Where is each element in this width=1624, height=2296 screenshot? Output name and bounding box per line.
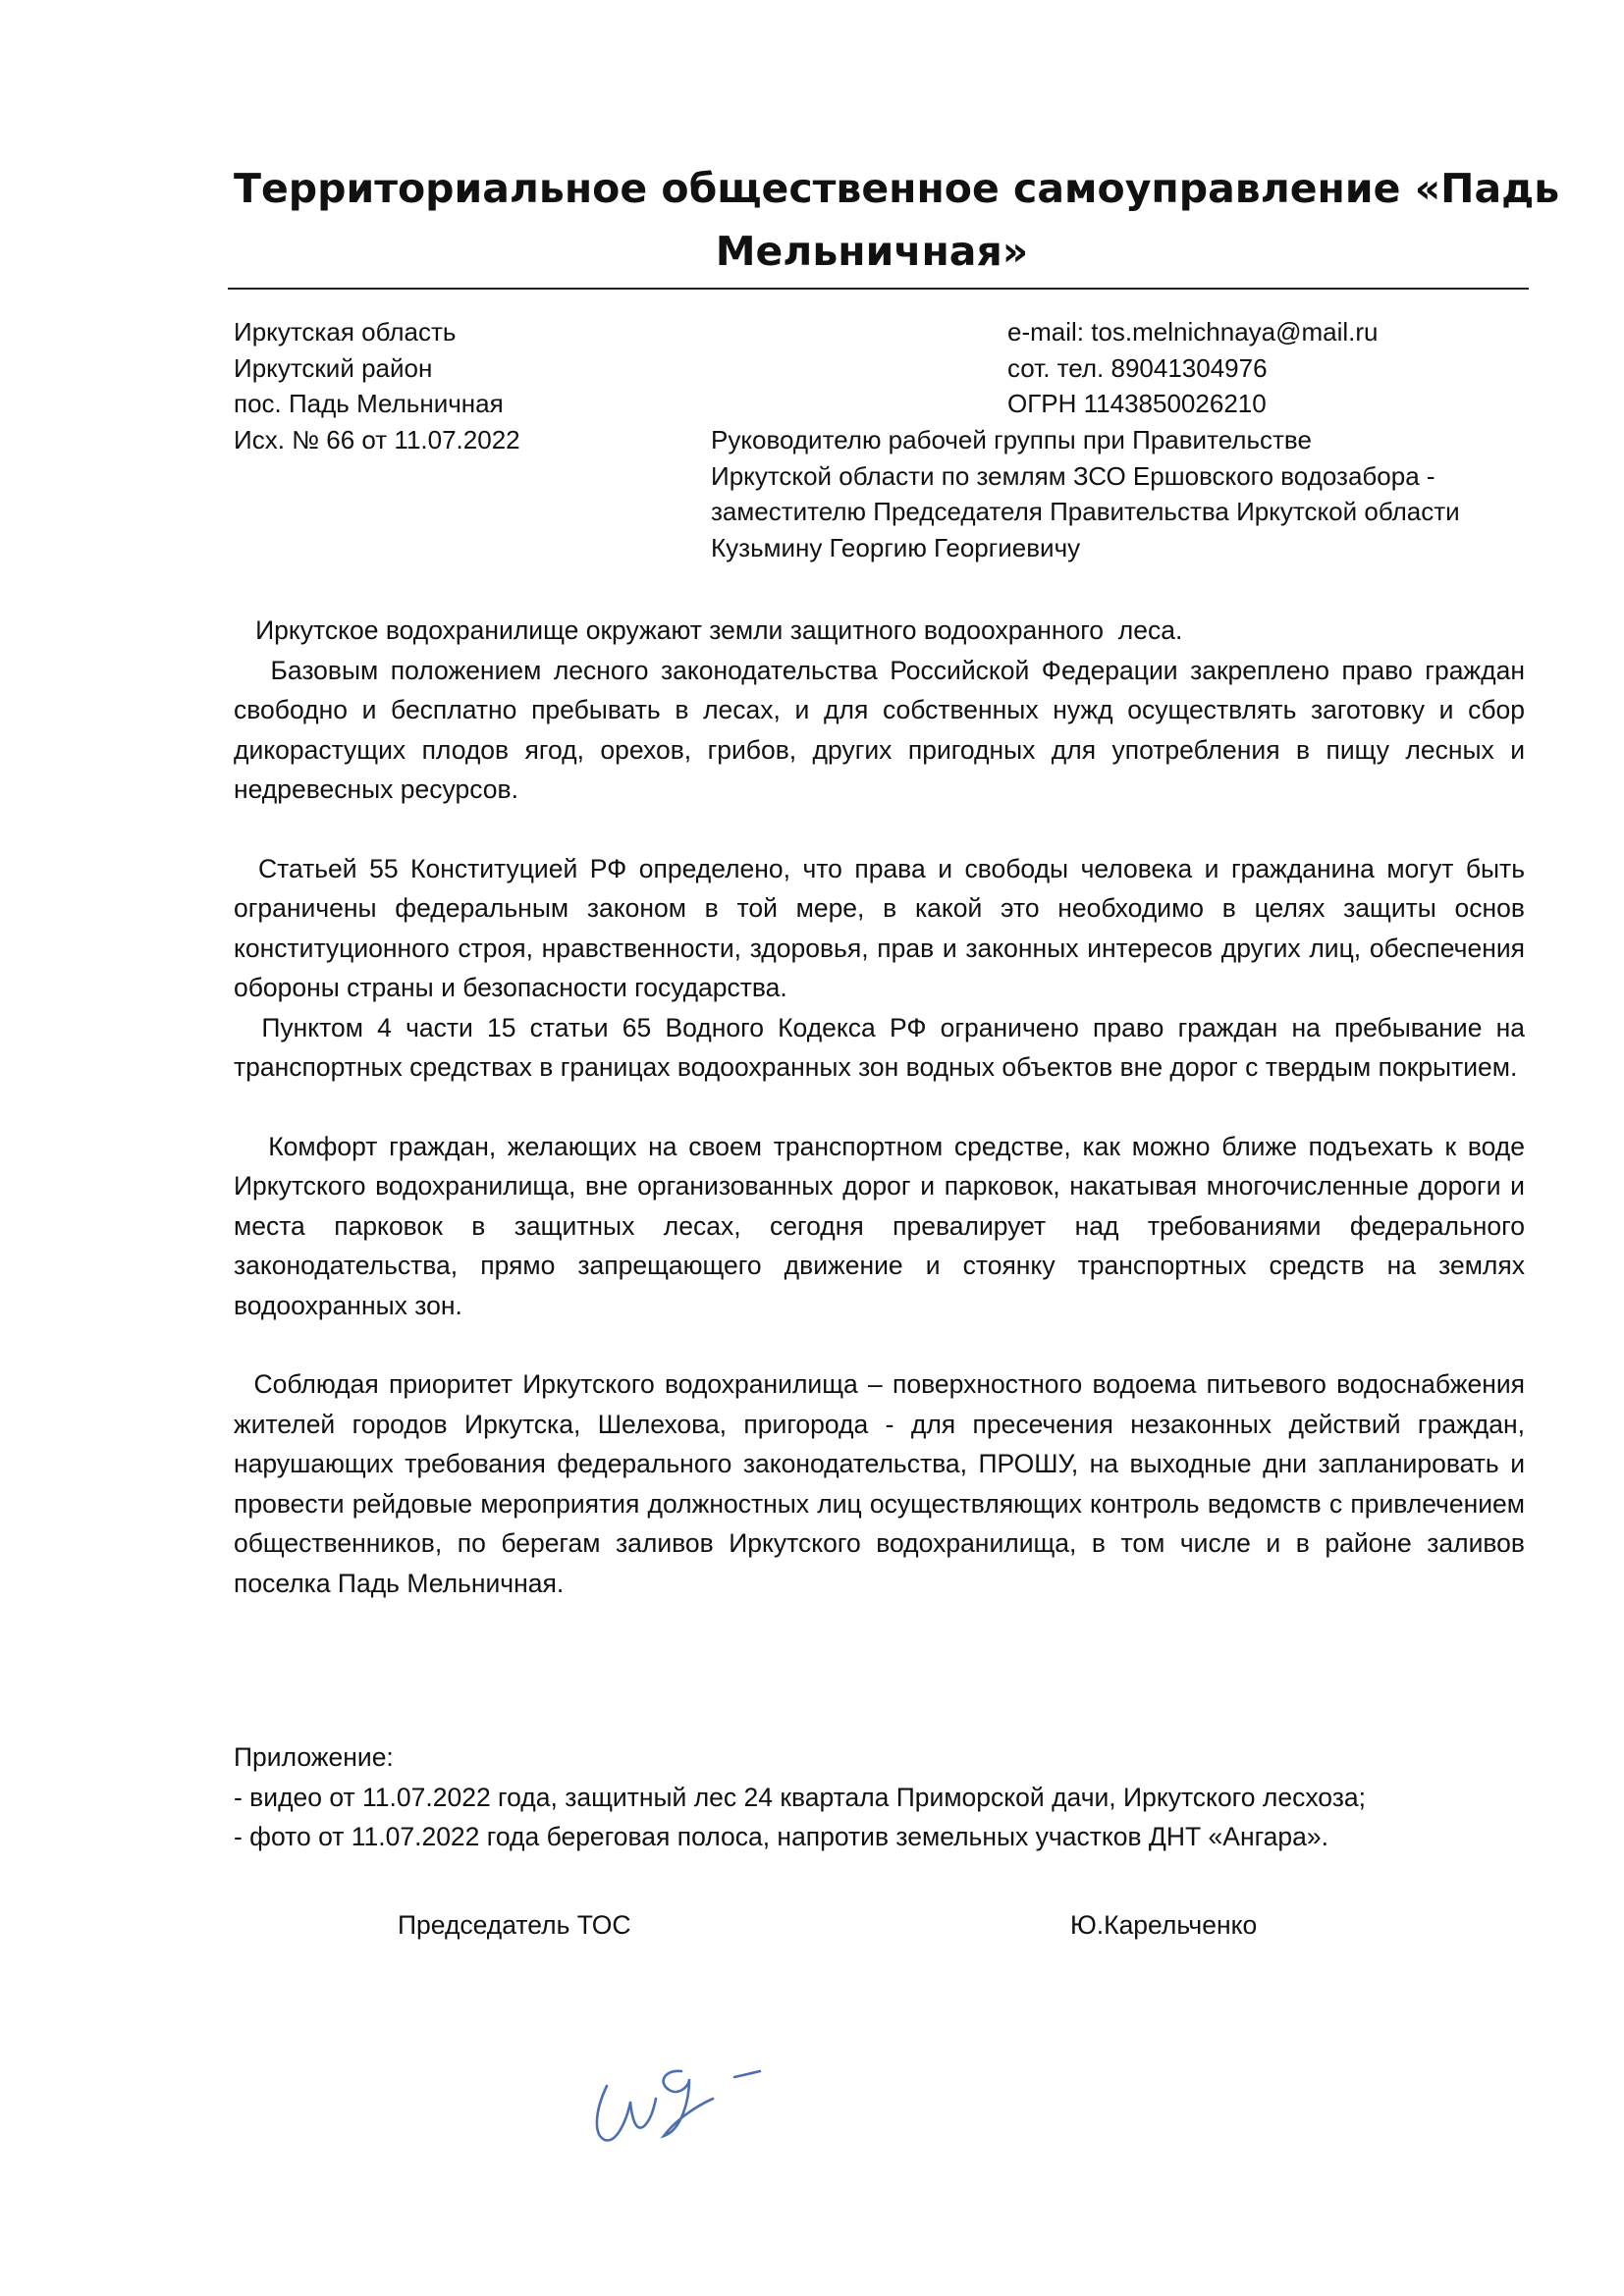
sender-address: [234, 314, 520, 457]
body-paragraph-6: Соблюдая приоритет Иркутского водохранилища – поверхностного водоема питьевого водоснабжения жителей городов Иркутска, Шелехова, пригорода - для пресечения незаконных действий граждан, нарушающих требования федерального законодательства, ПРОШУ, на выходные дни запланировать и провести рейдовые мероприятия должностных лиц осуществляющих контроль ведомств с привлечением общественников, по берегам заливов Иркутского водохранилища, в том числе и в районе заливов поселка Падь Мельничная.: [234, 1369, 1533, 1598]
sender-contacts: [1007, 314, 1379, 422]
contact-email: e-mail: tos.melnichnaya@mail.ru: [1007, 317, 1379, 347]
body-paragraph-2: Базовым положением лесного законодательства Российской Федерации закреплено право граждан свободно и бесплатно пребывать в лесах, и для собственных нужд осуществлять заготовку и сбор дикорастущих плодов ягод, орехов, грибов, других пригодных для употребления в пищу лесных и недревесных ресурсов.: [234, 655, 1533, 804]
contact-ogrn: ОГРН 1143850026210: [1007, 389, 1267, 418]
signature-stroke-2: [630, 2099, 656, 2128]
body-paragraph-4: Пунктом 4 части 15 статьи 65 Водного Кодекса РФ ограничено право граждан на пребывание на транспортных средствах в границах водоохранных зон водных объектов вне дорог с твердым покрытием.: [234, 1012, 1533, 1082]
recipient-line-3: заместителю Председателя Правительства Иркутской области: [711, 497, 1460, 526]
signature-stroke-1: [597, 2086, 630, 2140]
signatory-name: Ю.Карельченко: [1070, 1910, 1258, 1940]
contact-phone: сот. тел. 89041304976: [1007, 352, 1268, 383]
letter-body: [234, 611, 1533, 1603]
body-paragraph-1: Иркутское водохранилище окружают земли защитного водоохранного леса.: [234, 615, 1183, 645]
outgoing-number: Исх. № 66 от 11.07.2022: [234, 424, 520, 454]
address-district: Иркутский район: [234, 352, 433, 383]
recipient-line-1: Руководителю рабочей группы при Правительстве: [711, 425, 1312, 454]
organization-title: [234, 157, 1560, 283]
title-divider: [228, 288, 1529, 290]
title-line-2: Мельничная»: [715, 228, 1029, 275]
recipient-line-4: Кузьмину Георгию Георгиевичу: [711, 532, 1081, 562]
body-paragraph-5: Комфорт граждан, желающих на своем транспортном средстве, как можно ближе подъехать к воде Иркутского водохранилища, вне организованных дорог и парковок, накатывая многочисленные дороги и места парковок в защитных лесах, сегодня превалирует над требованиями федерального законодательства, прямо запрещающего движение и стоянку транспортных средств на землях водоохранных зон.: [234, 1131, 1533, 1320]
appendix-block: [234, 1737, 1525, 1857]
title-line-1: Территориальное общественное самоуправление «Падь: [234, 165, 1560, 212]
recipient-block: [711, 422, 1536, 565]
body-paragraph-3: Статьей 55 Конституцией РФ определено, что права и свободы человека и гражданина могут быть ограничены федеральным законом в той мере, в какой это необходимо в целях защиты основ конституционного строя, нравственности, здоровья, прав и законных интересов других лиц, обеспечения обороны страны и безопасности государства.: [234, 853, 1533, 1002]
appendix-item-1: - видео от 11.07.2022 года, защитный лес 24 квартала Приморской дачи, Иркутского лесхоза;: [234, 1782, 1366, 1812]
address-settlement: пос. Падь Мельничная: [234, 389, 504, 418]
handwritten-signature: [587, 2042, 784, 2160]
appendix-item-2: - фото от 11.07.2022 года береговая полоса, напротив земельных участков ДНТ «Ангара».: [234, 1822, 1328, 1851]
address-region: Иркутская область: [234, 317, 457, 347]
signature-stroke-3: [664, 2071, 713, 2136]
appendix-heading: Приложение:: [234, 1742, 394, 1772]
recipient-line-2: Иркутской области по землям ЗСО Ершовского водозабора -: [711, 460, 1435, 491]
signature-stroke-4: [734, 2071, 760, 2077]
signatory-role: Председатель ТОС: [398, 1910, 631, 1940]
